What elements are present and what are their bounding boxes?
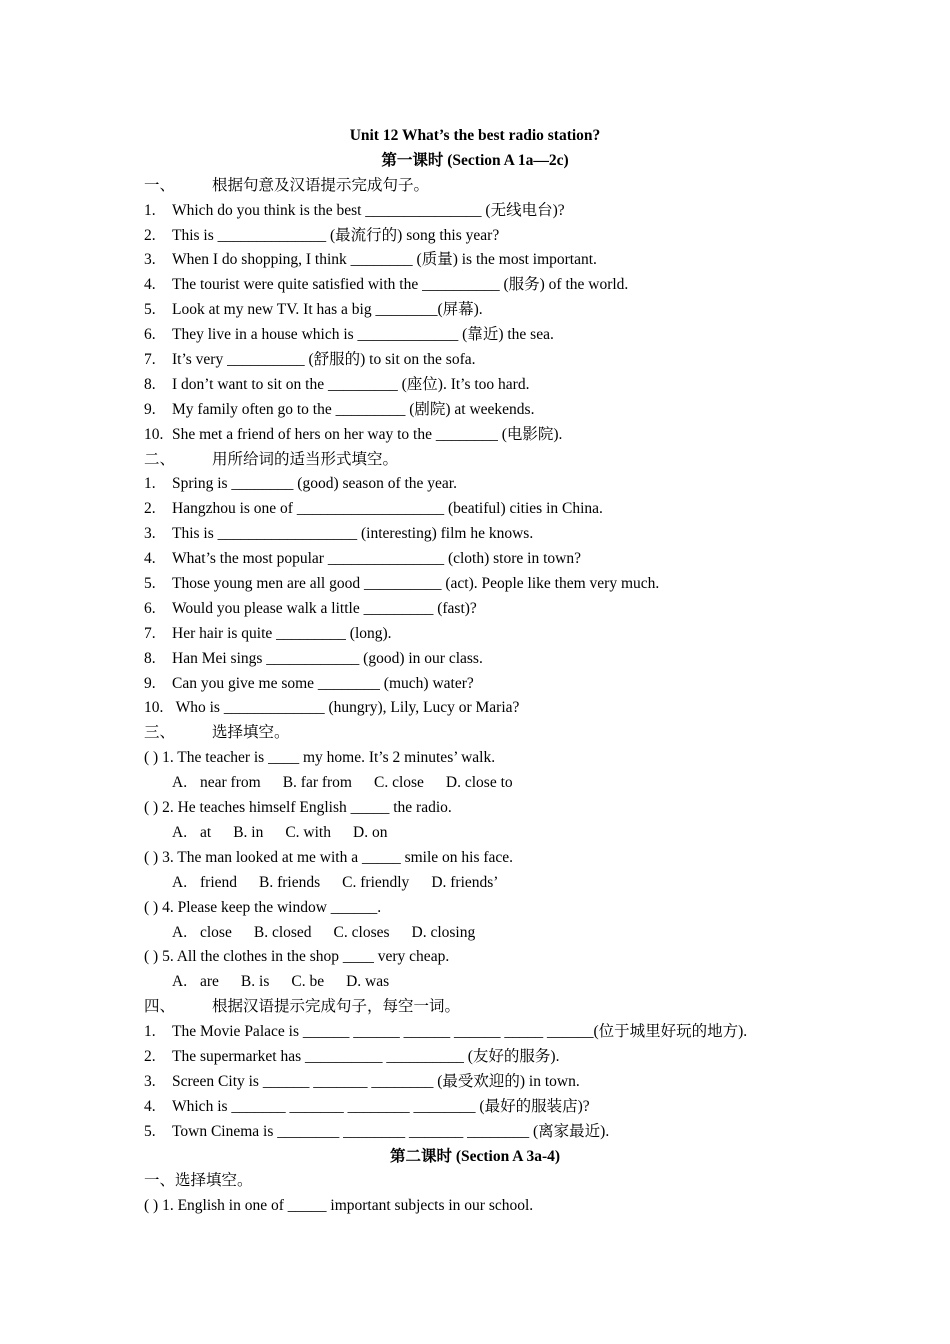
part1-item bbox=[144, 398, 824, 423]
part1-item bbox=[144, 298, 824, 323]
worksheet-content bbox=[144, 124, 824, 1219]
item-number: 2. bbox=[144, 500, 156, 518]
item-text: Those young men are all good __________ (act). People like them very much. bbox=[172, 575, 660, 593]
part4-item bbox=[144, 1020, 824, 1045]
part3-heading bbox=[144, 721, 824, 746]
option-c: C. close bbox=[373, 774, 424, 792]
item-number: 10. bbox=[144, 425, 164, 443]
item-text: Look at my new TV. It has a big ________(屏幕). bbox=[172, 301, 483, 319]
option-letter: A. bbox=[172, 823, 188, 841]
part2-item bbox=[144, 522, 824, 547]
option-letter: A. bbox=[172, 973, 188, 991]
item-number: 4. bbox=[144, 550, 156, 568]
part1-instruction: 根据句意及汉语提示完成句子。 bbox=[212, 176, 430, 194]
item-text: Hangzhou is one of ___________________ (beatiful) cities in China. bbox=[172, 500, 603, 518]
item-number: 2. bbox=[144, 1047, 156, 1065]
mc-question: ( ) 1. English in one of _____ important subjects in our school. bbox=[144, 1197, 534, 1215]
item-text: Screen City is ______ _______ ________ (最受欢迎的) in town. bbox=[172, 1072, 580, 1090]
part2-item bbox=[144, 647, 824, 672]
option-a: are bbox=[200, 973, 219, 991]
lesson2-heading: 一、选择填空。 bbox=[144, 1172, 253, 1190]
option-b: B. far from bbox=[282, 774, 352, 792]
option-d: D. was bbox=[346, 973, 390, 991]
item-number: 8. bbox=[144, 375, 156, 393]
part2-item bbox=[144, 696, 824, 721]
item-text: Who is _____________ (hungry), Lily, Lucy or Maria? bbox=[172, 699, 520, 717]
item-number: 9. bbox=[144, 400, 156, 418]
part1-heading bbox=[144, 174, 824, 199]
item-text: Would you please walk a little _________ (fast)? bbox=[172, 599, 477, 617]
option-b: B. is bbox=[240, 973, 270, 991]
option-letter: A. bbox=[172, 923, 188, 941]
item-text: Which do you think is the best _______________ (无线电台)? bbox=[172, 201, 565, 219]
unit-title: Unit 12 What’s the best radio station? bbox=[349, 127, 601, 144]
part1-number: 一、 bbox=[144, 176, 176, 194]
part2-item bbox=[144, 472, 824, 497]
item-text: Spring is ________ (good) season of the year. bbox=[172, 475, 457, 493]
part3-instruction: 选择填空。 bbox=[212, 724, 290, 742]
part2-item bbox=[144, 572, 824, 597]
mc-question: ( ) 2. He teaches himself English _____ the radio. bbox=[144, 799, 452, 817]
item-number: 2. bbox=[144, 226, 156, 244]
part1-item bbox=[144, 348, 824, 373]
part4-item bbox=[144, 1070, 824, 1095]
part1-item bbox=[144, 199, 824, 224]
part4-item bbox=[144, 1045, 824, 1070]
item-text: Which is _______ _______ ________ ________ (最好的服装店)? bbox=[172, 1097, 590, 1115]
part1-item bbox=[144, 224, 824, 249]
option-d: D. friends’ bbox=[431, 873, 499, 891]
part2-item bbox=[144, 672, 824, 697]
item-number: 6. bbox=[144, 599, 156, 617]
option-b: B. friends bbox=[259, 873, 321, 891]
part4-heading bbox=[144, 995, 824, 1020]
item-number: 9. bbox=[144, 674, 156, 692]
option-c: C. friendly bbox=[342, 873, 410, 891]
item-number: 5. bbox=[144, 575, 156, 593]
mc-question: ( ) 3. The man looked at me with a _____ smile on his face. bbox=[144, 848, 514, 866]
item-text: My family often go to the _________ (剧院) at weekends. bbox=[172, 400, 535, 418]
option-b: B. in bbox=[233, 823, 264, 841]
item-text: The tourist were quite satisfied with the __________ (服务) of the world. bbox=[172, 276, 629, 294]
item-number: 6. bbox=[144, 326, 156, 344]
part2-item bbox=[144, 547, 824, 572]
item-text: When I do shopping, I think ________ (质量) is the most important. bbox=[172, 251, 597, 269]
part2-item bbox=[144, 597, 824, 622]
option-a: near from bbox=[200, 774, 261, 792]
item-number: 4. bbox=[144, 276, 156, 294]
part2-heading bbox=[144, 448, 824, 473]
item-text: They live in a house which is _____________ (靠近) the sea. bbox=[172, 326, 554, 344]
option-c: C. closes bbox=[333, 923, 390, 941]
part4-item bbox=[144, 1095, 824, 1120]
mc-options bbox=[144, 821, 824, 846]
item-number: 7. bbox=[144, 351, 156, 369]
part2-item bbox=[144, 622, 824, 647]
part1-item bbox=[144, 273, 824, 298]
part2-number: 二、 bbox=[144, 450, 176, 468]
option-a: close bbox=[200, 923, 232, 941]
item-text: Town Cinema is ________ ________ _______ ________ (离家最近). bbox=[172, 1122, 610, 1140]
option-letter: A. bbox=[172, 774, 188, 792]
item-number: 10. bbox=[144, 699, 164, 717]
item-text: I don’t want to sit on the _________ (座位). It’s too hard. bbox=[172, 375, 530, 393]
option-d: D. on bbox=[353, 823, 388, 841]
item-text: Can you give me some ________ (much) water? bbox=[172, 674, 474, 692]
part3-number: 三、 bbox=[144, 724, 176, 742]
item-text: This is __________________ (interesting) film he knows. bbox=[172, 525, 534, 543]
option-letter: A. bbox=[172, 873, 188, 891]
part4-item bbox=[144, 1120, 824, 1145]
item-text: What’s the most popular _______________ (cloth) store in town? bbox=[172, 550, 581, 568]
part4-number: 四、 bbox=[144, 998, 176, 1016]
mc-question: ( ) 5. All the clothes in the shop ____ very cheap. bbox=[144, 948, 450, 966]
item-number: 3. bbox=[144, 251, 156, 269]
item-text: It’s very __________ (舒服的) to sit on the sofa. bbox=[172, 351, 476, 369]
part2-instruction: 用所给词的适当形式填空。 bbox=[212, 450, 399, 468]
item-number: 3. bbox=[144, 525, 156, 543]
item-number: 7. bbox=[144, 624, 156, 642]
item-text: Her hair is quite _________ (long). bbox=[172, 624, 392, 642]
item-text: She met a friend of hers on her way to the ________ (电影院). bbox=[172, 425, 563, 443]
mc-options bbox=[144, 771, 824, 796]
option-d: D. close to bbox=[445, 774, 513, 792]
part4-instruction: 根据汉语提示完成句子，每空一词。 bbox=[212, 998, 461, 1016]
option-a: friend bbox=[200, 873, 238, 891]
part1-item bbox=[144, 248, 824, 273]
item-number: 1. bbox=[144, 1023, 156, 1041]
item-text: The Movie Palace is ______ ______ ______ ______ _____ ______(位于城里好玩的地方). bbox=[172, 1023, 748, 1041]
item-text: Han Mei sings ____________ (good) in our class. bbox=[172, 649, 483, 667]
mc-options bbox=[144, 871, 824, 896]
item-number: 5. bbox=[144, 1122, 156, 1140]
item-number: 5. bbox=[144, 301, 156, 319]
mc-question: ( ) 4. Please keep the window ______. bbox=[144, 898, 382, 916]
option-a: at bbox=[200, 823, 212, 841]
item-number: 1. bbox=[144, 201, 156, 219]
option-c: C. with bbox=[285, 823, 331, 841]
option-b: B. closed bbox=[253, 923, 312, 941]
item-text: This is ______________ (最流行的) song this year? bbox=[172, 226, 500, 244]
item-number: 1. bbox=[144, 475, 156, 493]
item-text: The supermarket has __________ __________ (友好的服务). bbox=[172, 1047, 560, 1065]
item-number: 4. bbox=[144, 1097, 156, 1115]
option-d: D. closing bbox=[411, 923, 476, 941]
item-number: 3. bbox=[144, 1072, 156, 1090]
mc-options bbox=[144, 921, 824, 946]
mc-question: ( ) 1. The teacher is ____ my home. It’s 2 minutes’ walk. bbox=[144, 749, 496, 767]
part2-item bbox=[144, 497, 824, 522]
part1-item bbox=[144, 323, 824, 348]
part1-item bbox=[144, 373, 824, 398]
item-number: 8. bbox=[144, 649, 156, 667]
lesson2-title: 第二课时 (Section A 3a-4) bbox=[389, 1147, 561, 1165]
lesson1-subtitle: 第一课时 (Section A 1a—2c) bbox=[381, 151, 569, 169]
part1-item bbox=[144, 423, 824, 448]
option-c: C. be bbox=[291, 973, 325, 991]
mc-options bbox=[144, 970, 824, 995]
